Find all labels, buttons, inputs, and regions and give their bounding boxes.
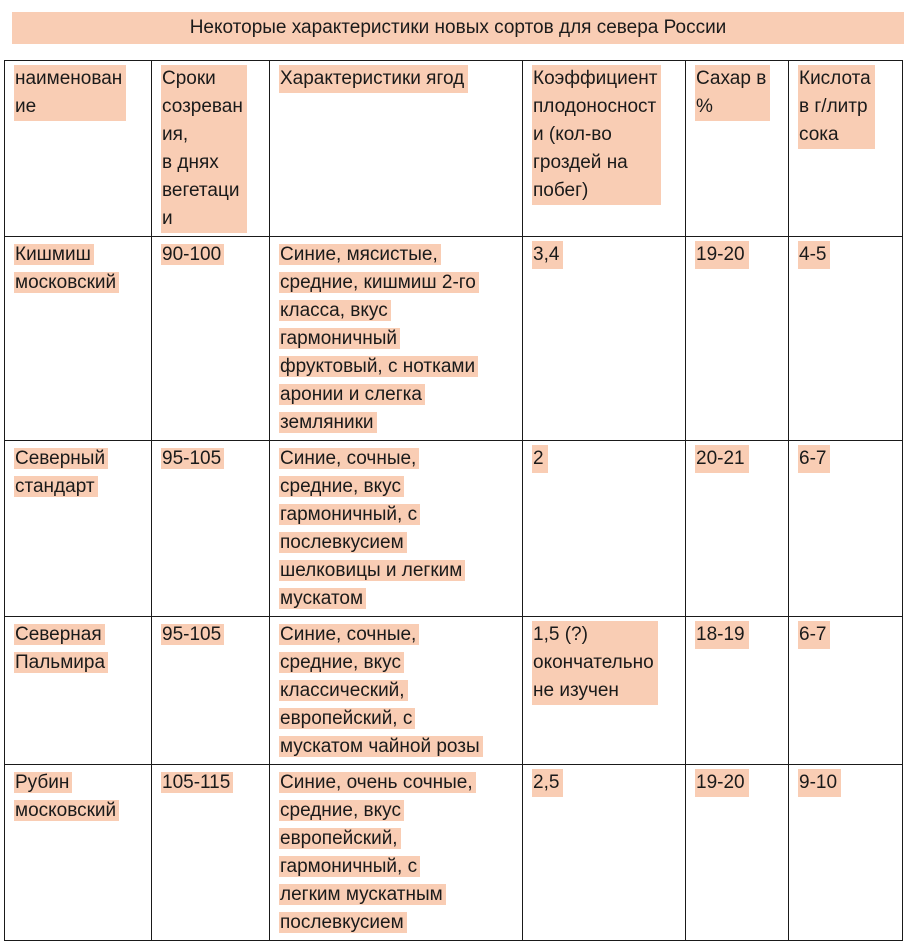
- table-row: [5, 441, 903, 617]
- header-row: [5, 61, 903, 237]
- variety-name: Кишмиш московский: [14, 244, 119, 293]
- table-title-bar: [12, 12, 904, 44]
- header-label: Кислота в г/литр сока: [798, 65, 875, 149]
- fruiting-coefficient: 1,5 (?) окончательно не изучен: [532, 621, 658, 705]
- header-cell-fruiting: [523, 61, 686, 237]
- header-label: Сахар в %: [695, 65, 770, 121]
- cell-berries: [270, 237, 523, 441]
- berry-description: Синие, мясистые, средние, кишмиш 2-го класса, вкус гармоничный фруктовый, с нотками аронии и слегка земляники: [279, 244, 479, 433]
- ripening-days: 95-105: [161, 448, 224, 469]
- table-row: [5, 237, 903, 441]
- cell-berries: [270, 441, 523, 617]
- fruiting-coefficient: 2: [532, 445, 548, 473]
- ripening-days: 95-105: [161, 624, 224, 645]
- variety-name: Северный стандарт: [14, 448, 108, 497]
- cell-acid: [789, 237, 903, 441]
- table-row: [5, 765, 903, 941]
- cell-fruiting: [523, 237, 686, 441]
- cell-sugar: [686, 765, 789, 941]
- cell-fruiting: [523, 617, 686, 765]
- acid-value: 4-5: [798, 241, 830, 269]
- cell-ripening: [152, 441, 270, 617]
- cell-ripening: [152, 617, 270, 765]
- cell-name: [5, 441, 152, 617]
- cell-name: [5, 237, 152, 441]
- sugar-percent: 19-20: [695, 241, 749, 269]
- ripening-days: 105-115: [161, 772, 233, 793]
- sugar-percent: 18-19: [695, 621, 749, 649]
- cell-berries: [270, 765, 523, 941]
- cell-berries: [270, 617, 523, 765]
- berry-description: Синие, очень сочные, средние, вкус европейский, гармоничный, с легким мускатным послевкусием: [279, 772, 476, 933]
- sugar-percent: 19-20: [695, 769, 749, 797]
- acid-value: 6-7: [798, 445, 830, 473]
- table-title: Некоторые характеристики новых сортов для севера России: [189, 17, 727, 38]
- cell-sugar: [686, 237, 789, 441]
- cell-fruiting: [523, 765, 686, 941]
- header-label: Характеристики ягод: [279, 65, 468, 93]
- variety-name: Рубин московский: [14, 772, 119, 821]
- cell-name: [5, 765, 152, 941]
- cell-sugar: [686, 617, 789, 765]
- cell-ripening: [152, 237, 270, 441]
- header-label: Коэффициент плодоносност и (кол-во гроздей на побег): [532, 65, 661, 205]
- cell-acid: [789, 617, 903, 765]
- header-cell-berries: [270, 61, 523, 237]
- cell-sugar: [686, 441, 789, 617]
- header-cell-sugar: [686, 61, 789, 237]
- header-cell-name: [5, 61, 152, 237]
- acid-value: 9-10: [798, 769, 841, 797]
- header-label: Сроки созреван ия, в днях вегетаци и: [161, 65, 247, 233]
- cell-fruiting: [523, 441, 686, 617]
- header-cell-ripening: [152, 61, 270, 237]
- table-row: [5, 617, 903, 765]
- cell-acid: [789, 441, 903, 617]
- cell-acid: [789, 765, 903, 941]
- cell-name: [5, 617, 152, 765]
- header-cell-acid: [789, 61, 903, 237]
- ripening-days: 90-100: [161, 244, 224, 265]
- fruiting-coefficient: 2,5: [532, 769, 563, 797]
- acid-value: 6-7: [798, 621, 830, 649]
- variety-name: Северная Пальмира: [14, 624, 108, 673]
- header-label: наименован ие: [14, 65, 126, 121]
- berry-description: Синие, сочные, средние, вкус гармоничный, с послевкусием шелковицы и легким мускатом: [279, 448, 465, 609]
- berry-description: Синие, сочные, средние, вкус классический, европейский, с мускатом чайной розы: [279, 624, 483, 757]
- cell-ripening: [152, 765, 270, 941]
- varieties-table: [4, 60, 903, 941]
- fruiting-coefficient: 3,4: [532, 241, 563, 269]
- sugar-percent: 20-21: [695, 445, 749, 473]
